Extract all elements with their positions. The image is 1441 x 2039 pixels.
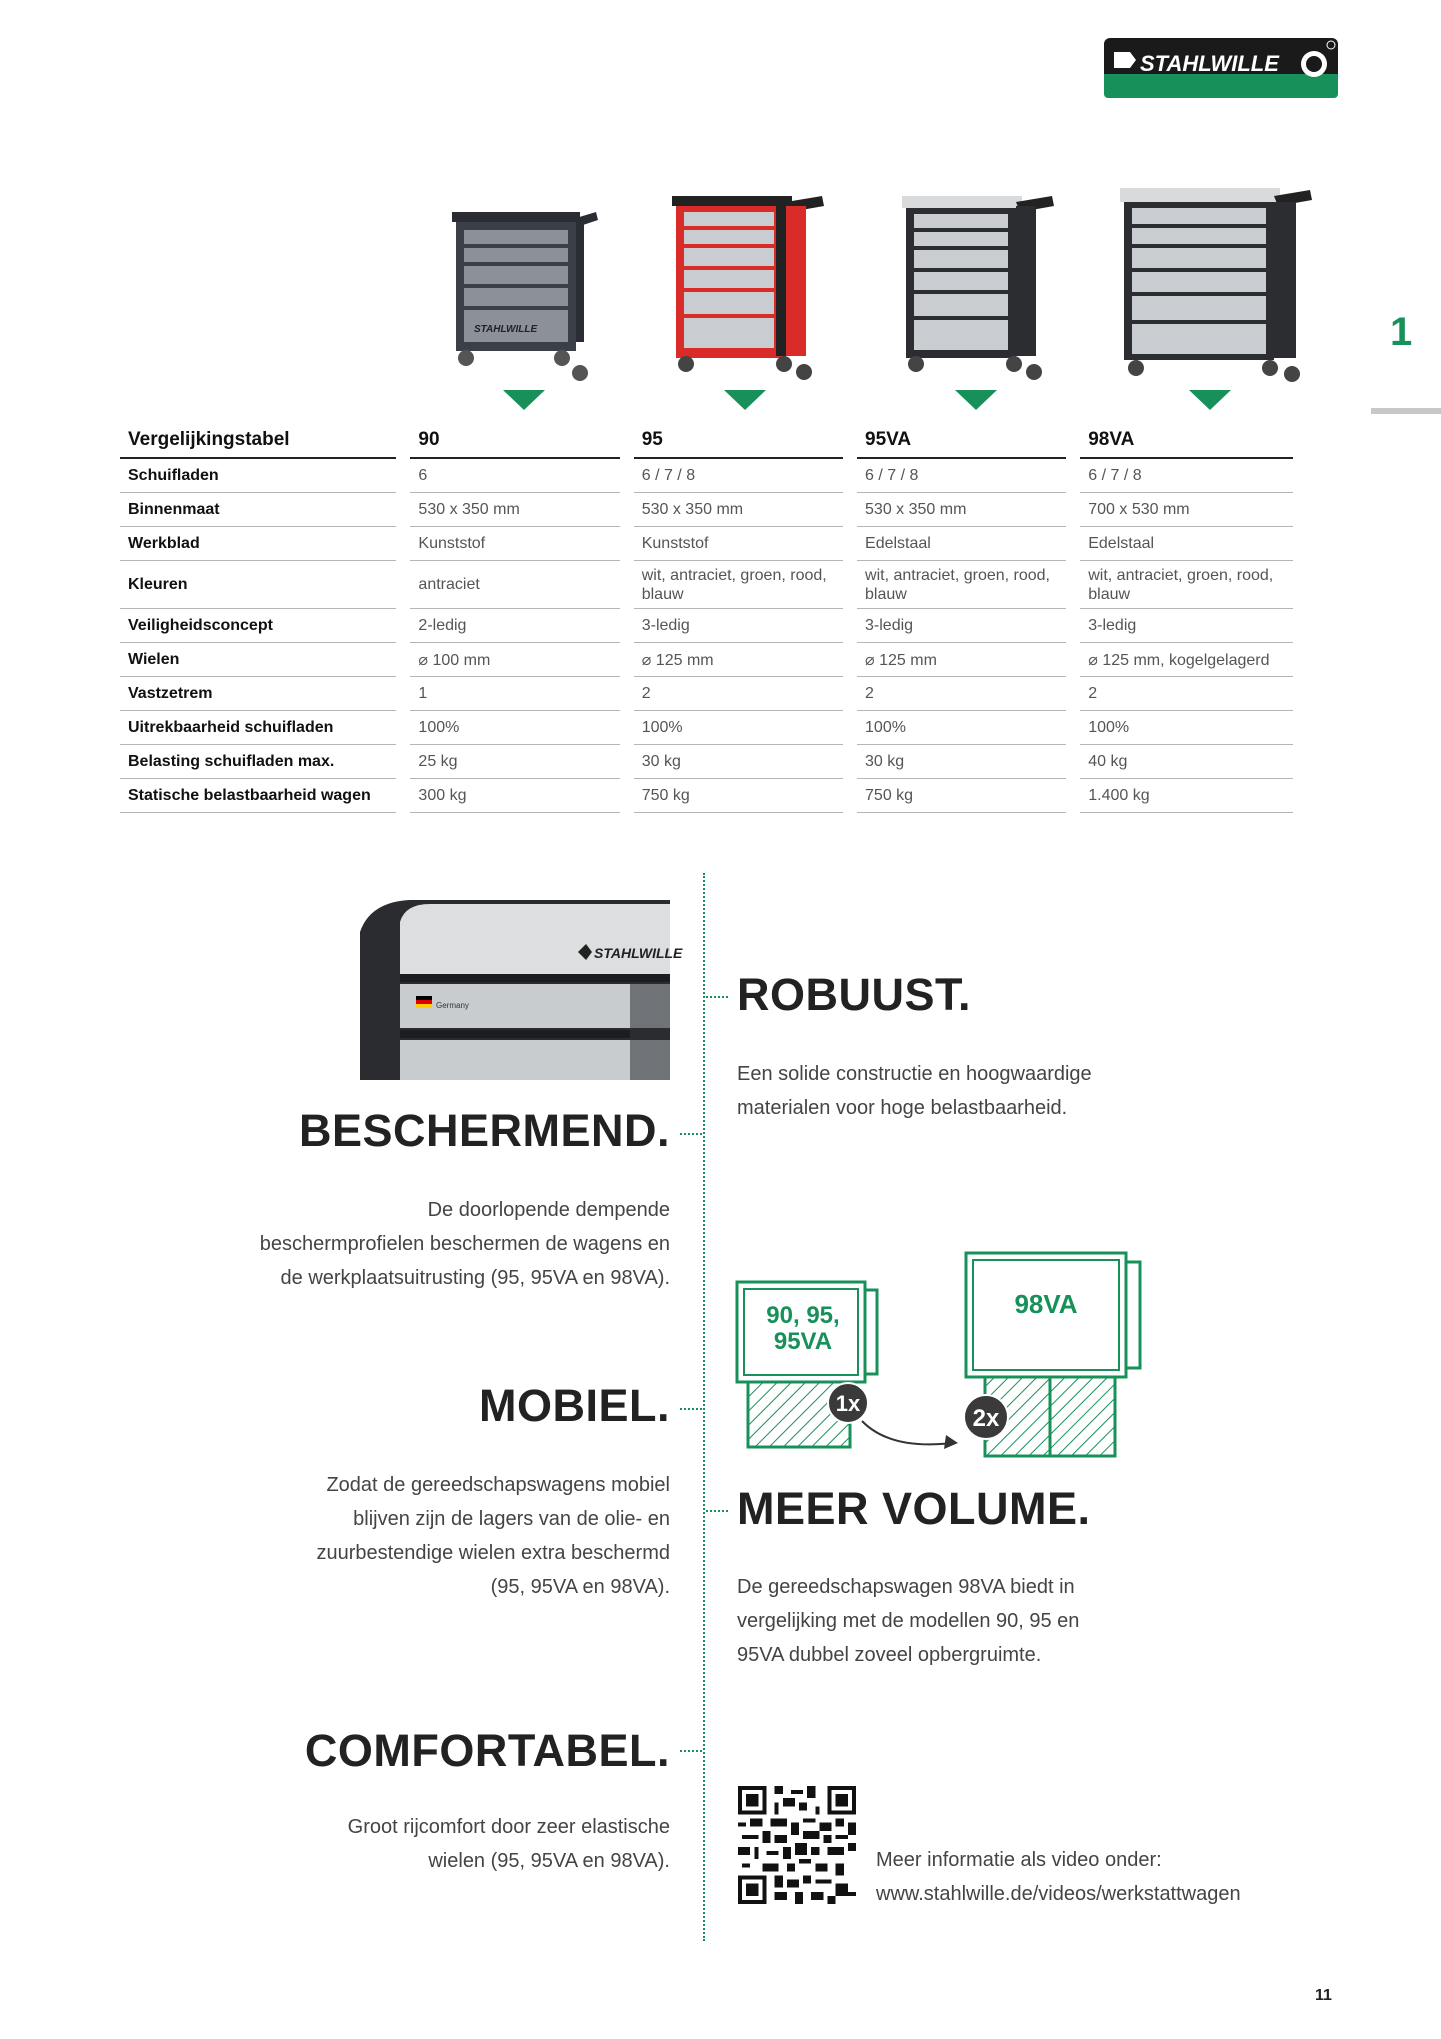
text-robuust: Een solide constructie en hoogwaardige materialen voor hoge belastbaarheid. [737,1063,1092,1119]
heading-beschermend: BESCHERMEND. [298,1105,670,1156]
cell: 750 kg [634,779,843,813]
row-label: Schuifladen [120,459,396,493]
column-header: 95 [634,424,843,459]
small-cart-label: 90, 95, [766,1302,840,1329]
table-row [120,493,1293,527]
cell: 530 x 350 mm [634,493,843,527]
down-arrow-icon [503,390,545,410]
logo-text: STAHLWILLE [1140,51,1279,76]
cell: 40 kg [1080,745,1293,779]
connector-dots [680,1408,702,1410]
cart-image-95 [672,192,832,387]
cell: 3-ledig [1080,609,1293,643]
flag-text: Germany [436,1001,469,1010]
cell: Edelstaal [1080,527,1293,561]
cell: 6 [410,459,619,493]
cell: 1.400 kg [1080,779,1293,813]
row-label: Binnenmaat [120,493,396,527]
table-row [120,609,1293,643]
row-label: Uitrekbaarheid schuifladen [120,711,396,745]
stahlwille-logo [1104,38,1338,98]
cell: 2 [634,677,843,711]
cell: 750 kg [857,779,1066,813]
cell: ⌀ 125 mm [634,643,843,677]
text-beschermend: De doorlopende dempende beschermprofielen beschermen de wagens en de werkplaatsuitrusting (95, 95VA en 98VA). [259,1199,670,1289]
connector-dots [680,1133,702,1135]
table-row [120,561,1293,609]
text-mobiel: Zodat de gereedschapswagens mobiel blijven zijn de lagers van de olie- en zuurbestendige wielen extra beschermd (95, 95VA en 98VA). [316,1474,670,1598]
small-cart-label: 95VA [773,1328,833,1355]
down-arrow-icon [724,390,766,410]
cell: wit, antraciet, groen, rood, blauw [634,561,843,609]
cell: 100% [634,711,843,745]
table-row [120,711,1293,745]
row-label: Wielen [120,643,396,677]
chapter-bar [1371,408,1441,414]
qr-code-icon[interactable] [738,1786,856,1904]
video-label: Meer informatie als video onder: [876,1849,1162,1871]
factor-2x: 2x [972,1405,1000,1432]
row-label: Vastzetrem [120,677,396,711]
large-cart-label: 98VA [1014,1289,1078,1319]
table-row [120,779,1293,813]
factor-1x: 1x [835,1391,861,1416]
text-comfortabel: Groot rijcomfort door zeer elastische wielen (95, 95VA en 98VA). [347,1816,670,1872]
heading-meer-volume: MEER VOLUME. [737,1483,1091,1534]
column-header: 90 [410,424,619,459]
text-meer-volume: De gereedschapswagen 98VA biedt in vergelijking met de modellen 90, 95 en 95VA dubbel zoveel opbergruimte. [737,1576,1080,1666]
cell: 3-ledig [857,609,1066,643]
cart-image-95va [902,192,1062,387]
down-arrow-icon [1189,390,1231,410]
cell: antraciet [410,561,619,609]
row-label: Werkblad [120,527,396,561]
row-label: Kleuren [120,561,396,609]
svg-text:STAHLWILLE: STAHLWILLE [474,324,538,335]
connector-dots [706,1510,728,1512]
cell: 30 kg [857,745,1066,779]
table-header-row [120,424,1293,459]
row-label: Veiligheidsconcept [120,609,396,643]
heading-mobiel: MOBIEL. [479,1380,670,1431]
cell: 300 kg [410,779,619,813]
cell: 2 [857,677,1066,711]
table-row [120,745,1293,779]
cell: 6 / 7 / 8 [1080,459,1293,493]
cart-image-90 [452,208,602,388]
dotted-divider [703,873,705,1941]
connector-dots [706,996,728,998]
page-number: 11 [1315,1987,1332,2004]
cell: Edelstaal [857,527,1066,561]
video-url-link[interactable]: www.stahlwille.de/videos/werkstattwagen [876,1883,1241,1905]
cell: 100% [1080,711,1293,745]
cell: ⌀ 125 mm, kogelgelagerd [1080,643,1293,677]
cell: 30 kg [634,745,843,779]
cell: 3-ledig [634,609,843,643]
comparison-table [106,424,1307,813]
video-info [876,1843,1241,1911]
volume-diagram [730,1245,1160,1475]
cell: 530 x 350 mm [857,493,1066,527]
cell: Kunststof [634,527,843,561]
cell: 530 x 350 mm [410,493,619,527]
table-row [120,527,1293,561]
cell: ⌀ 100 mm [410,643,619,677]
cell: 6 / 7 / 8 [634,459,843,493]
cell: Kunststof [410,527,619,561]
cell: 2 [1080,677,1293,711]
chapter-number: 1 [1390,310,1413,354]
cart-image-98va [1120,184,1320,389]
cell: 100% [857,711,1066,745]
down-arrow-icon [955,390,997,410]
table-row [120,643,1293,677]
heading-comfortabel: COMFORTABEL. [304,1725,670,1776]
row-label: Statische belastbaarheid wagen [120,779,396,813]
column-header: 98VA [1080,424,1293,459]
cell: 100% [410,711,619,745]
cell: 700 x 530 mm [1080,493,1293,527]
cell: 6 / 7 / 8 [857,459,1066,493]
cell: wit, antraciet, groen, rood, blauw [1080,561,1293,609]
cell: 25 kg [410,745,619,779]
cell: 1 [410,677,619,711]
table-row [120,459,1293,493]
cell: wit, antraciet, groen, rood, blauw [857,561,1066,609]
connector-dots [680,1750,702,1752]
photo-brand-text: STAHLWILLE [594,945,683,961]
cart-detail-photo [360,892,683,1085]
cell: 2-ledig [410,609,619,643]
table-title: Vergelijkingstabel [120,424,396,459]
heading-robuust: ROBUUST. [737,969,972,1020]
cell: ⌀ 125 mm [857,643,1066,677]
table-row [120,677,1293,711]
row-label: Belasting schuifladen max. [120,745,396,779]
column-header: 95VA [857,424,1066,459]
